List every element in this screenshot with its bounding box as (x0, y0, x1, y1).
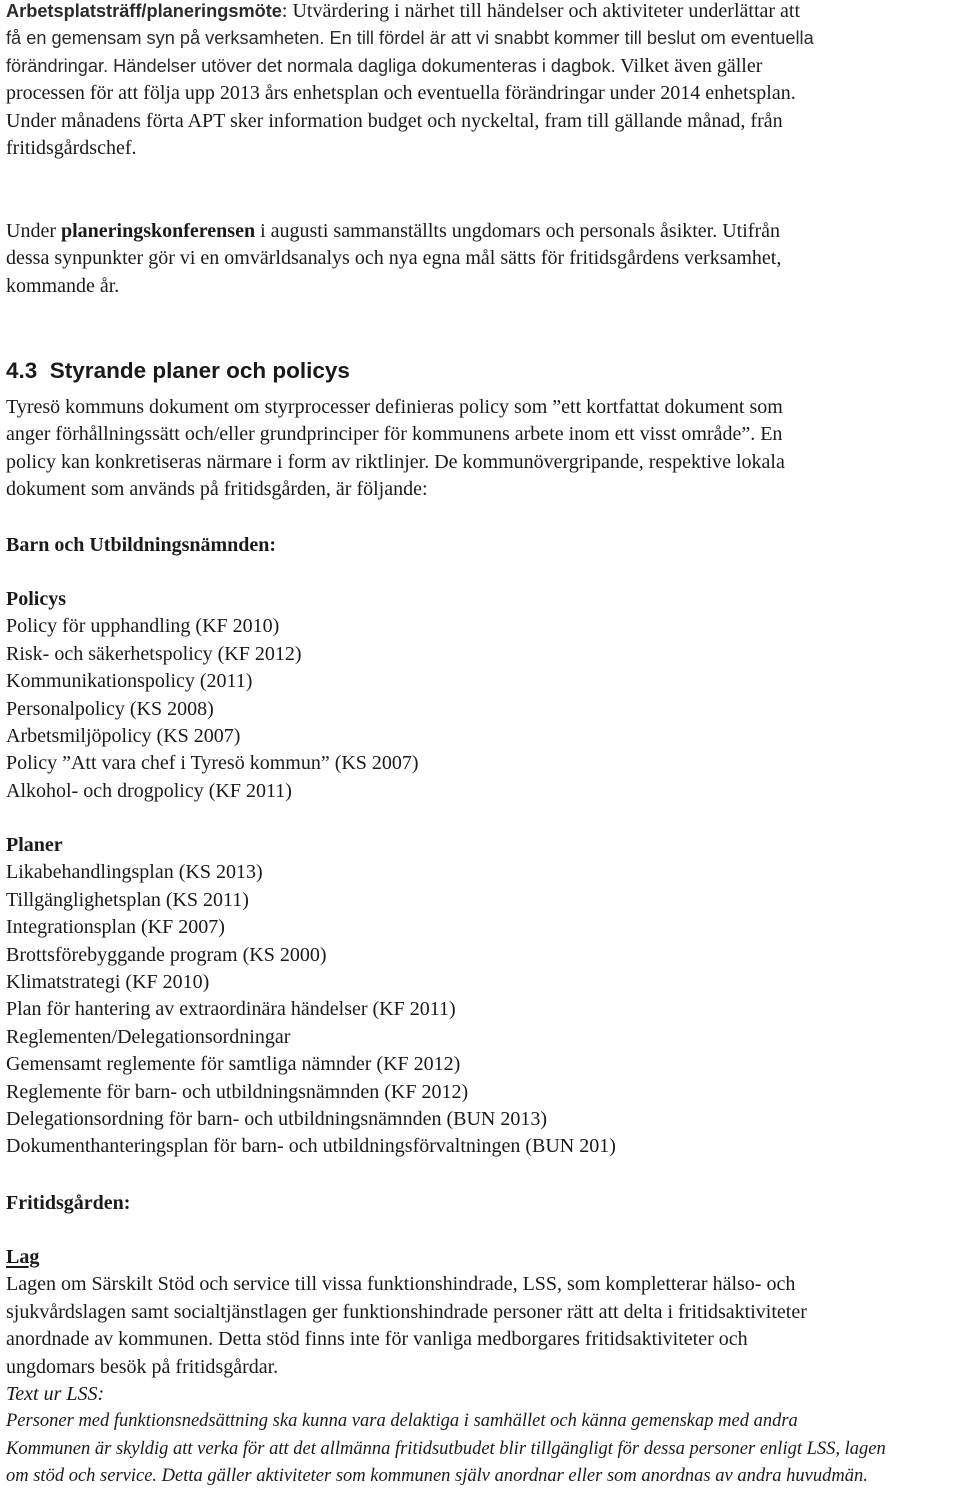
list-item: Dokumenthanteringsplan för barn- och utbildningsförvaltningen (BUN 201) (6, 1135, 616, 1158)
list-item: Reglemente för barn- och utbildningsnämnden (KF 2012) (6, 1080, 469, 1103)
lag-line-4: ungdomars besök på fritidsgårdar. (6, 1355, 279, 1378)
list-item: Policy ”Att vara chef i Tyresö kommun” (KS 2007) (6, 752, 419, 775)
intro-line-6: fritidsgårdschef. (6, 137, 137, 160)
list-item: Gemensamt reglemente för samtliga nämnder (KF 2012) (6, 1053, 461, 1076)
planning-prefix: Under (6, 220, 61, 242)
policys-list (6, 586, 954, 805)
intro-line-2: få en gemensam syn på verksamheten. En till fördel är att vi snabbt kommer till beslut om eventuella (6, 28, 814, 49)
planning-bold-term: planeringskonferensen (60, 220, 256, 242)
list-item: Kommunikationspolicy (2011) (6, 670, 253, 693)
planer-heading: Planer (6, 834, 63, 856)
list-item: Likabehandlingsplan (KS 2013) (6, 861, 263, 884)
fritidsgarden-heading: Fritidsgården: (6, 1192, 131, 1214)
intro-line-4: processen för att följa upp 2013 års enhetsplan och eventuella förändringar under 2014 enhetsplan. (6, 82, 796, 105)
section-number: 4.3 (6, 358, 38, 383)
lag-line-1: Lagen om Särskilt Stöd och service till vissa funktionshindrade, LSS, som kompletterar hälso- och (6, 1273, 796, 1296)
lag-section (6, 1244, 954, 1491)
list-item: Brottsförebyggande program (KS 2000) (6, 943, 327, 966)
planning-line-1: i augusti sammanställts ungdomars och personals åsikter. Utifrån (255, 220, 780, 242)
list-item: Integrationsplan (KF 2007) (6, 916, 225, 939)
bun-heading: Barn och Utbildningsnämnden: (6, 534, 277, 556)
lag-heading: Lag (6, 1246, 40, 1268)
intro-paragraph (6, 0, 954, 162)
section-body (6, 394, 954, 504)
list-item: Klimatstrategi (KF 2010) (6, 971, 210, 994)
intro-line-5: Under månadens förta APT sker information budget och nyckeltal, fram till gällande månad, från (6, 109, 783, 132)
planer-list (6, 832, 954, 1161)
list-item: Arbetsmiljöpolicy (KS 2007) (6, 725, 241, 748)
planning-line-2: dessa synpunkter gör vi en omvärldsanalys och nya egna mål sätts för fritidsgårdens verksamhet, (6, 247, 782, 270)
lag-line-3: anordnade av kommunen. Detta stöd finns inte för vanliga medborgares fritidsaktiviteter och (6, 1328, 748, 1351)
intro-line-3a: förändringar. Händelser utöver det normala dagliga dokumenteras i dagbok. (6, 55, 616, 76)
list-item: Tillgänglighetsplan (KS 2011) (6, 888, 249, 911)
lag-line-2: sjukvårdslagen samt socialtjänstlagen ger funktionshindrade personer rätt att delta i fritidsaktiviteter (6, 1300, 807, 1323)
section-line-4: dokument som används på fritidsgården, är följande: (6, 478, 428, 501)
intro-line-3b: Vilket även gäller (615, 54, 763, 77)
intro-line-1: : Utvärdering i närhet till händelser och aktiviteter underlättar att (281, 0, 801, 22)
section-line-3: policy kan konkretiseras närmare i form av riktlinjer. De kommunövergripande, respektive lokala (6, 450, 785, 473)
list-item: Personalpolicy (KS 2008) (6, 697, 214, 720)
section-line-2: anger förhållningssätt och/eller grundprinciper för kommunens arbete inom ett visst område”. En (6, 423, 783, 446)
quote-label: Text ur LSS: (6, 1383, 105, 1406)
section-line-1: Tyresö kommuns dokument om styrprocesser definieras policy som ”ett kortfattat dokument som (6, 396, 783, 418)
list-item: Alkohol- och drogpolicy (KF 2011) (6, 779, 292, 802)
quote-line-3: om stöd och service. Detta gäller aktiviteter som kommunen själv anordnar eller som anordnas av andra huvudmän. (6, 1466, 868, 1487)
planning-paragraph (6, 218, 954, 300)
list-item: Reglementen/Delegationsordningar (6, 1025, 291, 1048)
list-item: Risk- och säkerhetspolicy (KF 2012) (6, 642, 302, 665)
planning-line-3: kommande år. (6, 274, 120, 297)
list-item: Delegationsordning för barn- och utbildningsnämnden (BUN 2013) (6, 1108, 548, 1131)
quote-line-1: Personer med funktionsnedsättning ska kunna vara delaktiga i samhället och känna gemenskap med andra (6, 1411, 798, 1432)
list-item: Plan för hantering av extraordinära händelser (KF 2011) (6, 998, 456, 1021)
section-title: Styrande planer och policys (49, 358, 350, 383)
list-item: Policy för upphandling (KF 2010) (6, 615, 280, 638)
quote-line-2: Kommunen är skyldig att verka för att det allmänna fritidsutbudet blir tillgängligt för dessa personer enligt LSS, lagen (6, 1438, 886, 1459)
section-heading (6, 358, 350, 384)
intro-label: Arbetsplatsträff/planeringsmöte (6, 1, 282, 21)
policys-heading: Policys (6, 588, 66, 610)
